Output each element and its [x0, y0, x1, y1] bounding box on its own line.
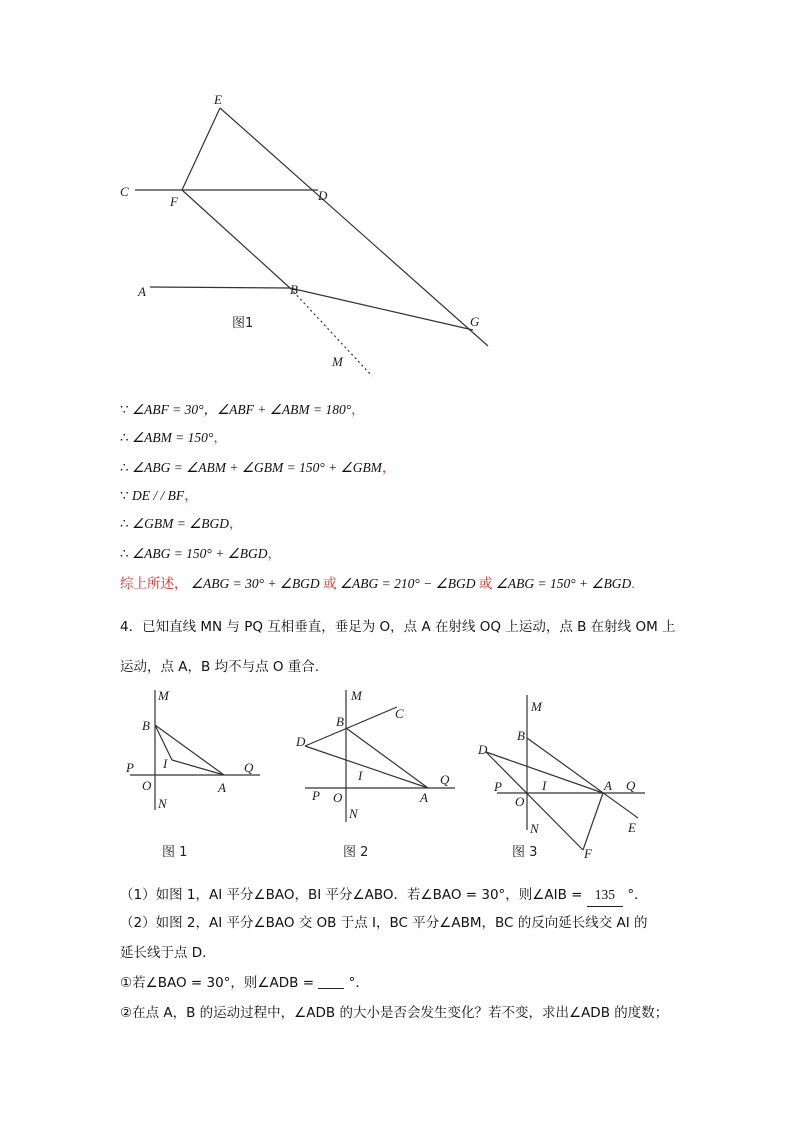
summary-eq3: ∠ABG = 150° + ∠BGD — [495, 576, 632, 591]
symbol: ∴ — [120, 546, 129, 561]
label-a: A — [138, 284, 146, 299]
fig2-label-q: Q — [440, 772, 450, 787]
question-2-1 — [120, 972, 369, 994]
fig3-label-f: F — [584, 846, 592, 861]
label-c: C — [120, 184, 129, 199]
figure-3 — [486, 695, 645, 850]
equation: DE / / BF — [131, 488, 185, 503]
fig2-label-c: C — [395, 706, 404, 721]
fig3-label-p: P — [494, 779, 502, 794]
fig2-label-a: A — [420, 790, 428, 805]
fig1-label-q: Q — [244, 760, 254, 775]
fig3-caption: 图 3 — [512, 845, 538, 860]
question-2-2: ②在点 A，B 的运动过程中，∠ADB 的大小是否会发生变化？若不变，求出∠ADB 的度数； — [120, 1005, 669, 1021]
symbol: ∴ — [120, 516, 129, 531]
question-2-1-blank[interactable] — [318, 974, 344, 989]
fig3-label-n: N — [530, 821, 539, 836]
fig1-label-i: I — [163, 756, 168, 771]
punct: ， — [267, 546, 282, 561]
fig2-line-da — [305, 746, 428, 788]
fig3-label-q: Q — [626, 778, 636, 793]
fig3-line-af — [583, 793, 603, 850]
fig1-label-b: B — [142, 718, 150, 733]
fig1-line-ia — [172, 760, 224, 775]
label-d: D — [318, 188, 328, 203]
label-g: G — [470, 314, 480, 329]
summary-prefix: 综上所述， — [120, 576, 188, 592]
fig3-label-i: I — [542, 778, 547, 793]
punct: ， — [184, 488, 198, 503]
fig3-label-m: M — [531, 699, 542, 714]
fig2-label-o: O — [333, 790, 343, 805]
fig3-label-d: D — [478, 742, 488, 757]
summary-eq2: ∠ABG = 210° − ∠BGD — [339, 576, 476, 591]
problem-line-1: 4．已知直线 MN 与 PQ 互相垂直，垂足为 O，点 A 在射线 OQ 上运动，点 B 在射线 OM 上 — [120, 619, 676, 635]
label-m: M — [332, 354, 343, 369]
fig1-line-bi — [155, 725, 172, 760]
problem-line-2: 运动，点 A，B 均不与点 O 重合. — [120, 659, 320, 675]
fig2-label-i: I — [358, 768, 363, 783]
equation: ∠ABG = 150° + ∠BGD — [131, 546, 268, 561]
equation: ∠ABG = ∠ABM + ∠GBM = 150° + ∠GBM — [131, 460, 382, 475]
equation: ∠GBM = ∠BGD — [131, 516, 230, 531]
fig2-label-d: D — [296, 734, 306, 749]
label-f: F — [170, 194, 178, 209]
punct: ， — [351, 402, 365, 417]
fig1-label-n: N — [158, 796, 167, 811]
summary-end: . — [631, 576, 635, 591]
figure-caption: 图1 — [232, 316, 254, 331]
equation: ∠ABF = 30°，∠ABF + ∠ABM = 180° — [131, 402, 352, 417]
symbol: ∵ — [120, 488, 129, 503]
summary-eq1: ∠ABG = 30° + ∠BGD — [190, 576, 320, 591]
fig2-label-m: M — [351, 688, 362, 703]
punct: ， — [381, 460, 396, 475]
label-e: E — [214, 92, 222, 107]
label-b: B — [290, 282, 298, 297]
punct: ， — [229, 516, 243, 531]
fig1-label-a: A — [218, 780, 226, 795]
summary-or1: 或 — [323, 576, 337, 592]
fig3-label-e: E — [628, 820, 636, 835]
fig1-label-m: M — [158, 688, 169, 703]
fig2-label-n: N — [349, 806, 358, 821]
symbol: ∴ — [120, 460, 129, 475]
fig2-label-b: B — [336, 714, 344, 729]
fig2-label-p: P — [312, 788, 320, 803]
question-1-unit: °． — [627, 887, 648, 903]
summary-or2: 或 — [478, 576, 493, 592]
question-1 — [120, 884, 648, 907]
punct: ， — [213, 430, 227, 445]
fig1-caption: 图 1 — [162, 845, 188, 860]
fig3-label-a: A — [604, 778, 612, 793]
question-2-1-text: ①若∠BAO = 30°，则∠ADB = — [120, 975, 315, 991]
question-2-1-unit: °． — [348, 975, 369, 991]
symbol: ∵ — [120, 402, 129, 417]
question-1-answer: 135 — [587, 884, 623, 907]
symbol: ∴ — [120, 430, 129, 445]
fig1-label-o: O — [142, 778, 152, 793]
equation: ∠ABM = 150° — [131, 430, 214, 445]
question-2-line-2: 延长线于点 D． — [120, 945, 216, 961]
fig3-label-o: O — [515, 794, 525, 809]
fig2-caption: 图 2 — [343, 845, 369, 860]
fig3-label-b: B — [517, 728, 525, 743]
figure-2 — [305, 690, 455, 822]
fig1-label-p: P — [126, 760, 134, 775]
fig2-line-dc — [305, 707, 397, 746]
question-2-line-1: （2）如图 2，AI 平分∠BAO 交 OB 于点 I，BC 平分∠ABM，BC 的反向延长线交 AI 的 — [120, 915, 648, 931]
question-1-text: （1）如图 1，AI 平分∠BAO，BI 平分∠ABO．若∠BAO = 30°，则∠AIB = — [120, 887, 583, 903]
